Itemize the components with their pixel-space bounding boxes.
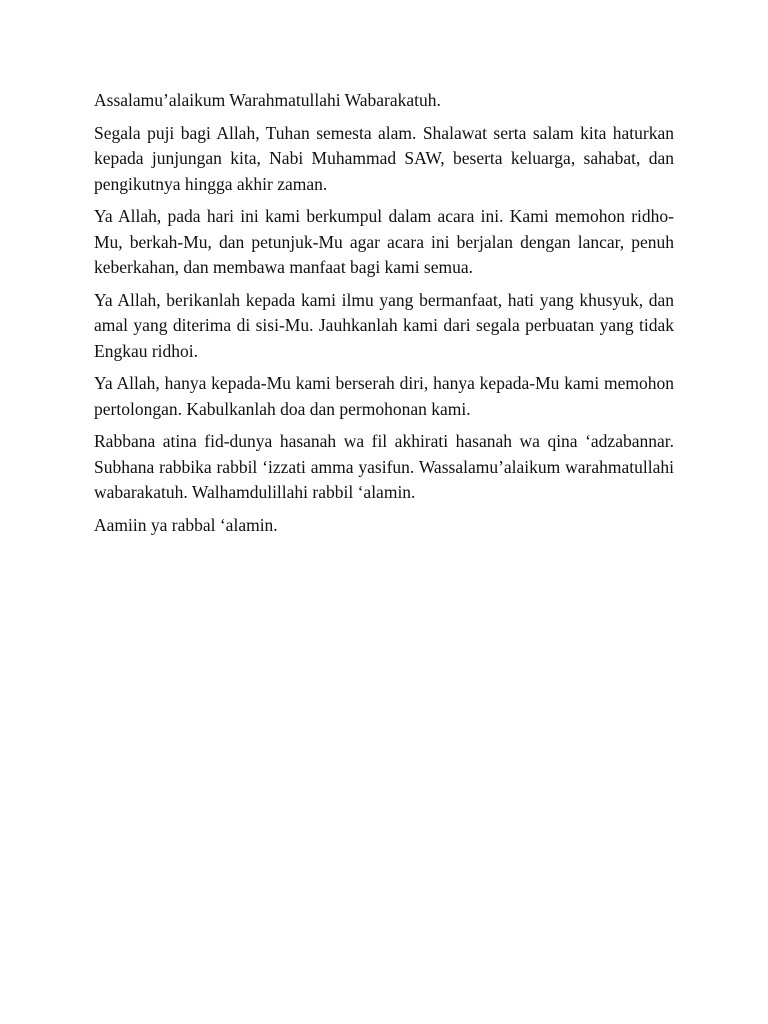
praise-paragraph: Segala puji bagi Allah, Tuhan semesta alam. Shalawat serta salam kita haturkan kepada junjungan kita, Nabi Muhammad SAW, beserta keluarga, sahabat, dan pengikutnya hingga akhir zaman. [94, 122, 674, 194]
gathering-prayer-paragraph: Ya Allah, pada hari ini kami berkumpul dalam acara ini. Kami memohon ridho-Mu, berkah-Mu, dan petunjuk-Mu agar acara ini berjalan dengan lancar, penuh keberkahan, dan membawa manfaat bagi kami semua. [94, 206, 674, 277]
greeting-paragraph: Assalamu’alaikum Warahmatullahi Wabarakatuh. [94, 90, 441, 110]
knowledge-prayer-paragraph: Ya Allah, berikanlah kepada kami ilmu yang bermanfaat, hati yang khusyuk, dan amal yang diterima di sisi-Mu. Jauhkanlah kami dari segala perbuatan yang tidak Engkau ridhoi. [94, 289, 674, 361]
surrender-prayer-paragraph: Ya Allah, hanya kepada-Mu kami berserah diri, hanya kepada-Mu kami memohon pertolongan. Kabulkanlah doa dan permohonan kami. [94, 373, 674, 419]
aamiin-paragraph: Aamiin ya rabbal ‘alamin. [94, 514, 278, 535]
closing-prayer-paragraph: Rabbana atina fid-dunya hasanah wa fil akhirati hasanah wa qina ‘adzabannar. Subhana rabbika rabbil ‘izzati amma yasifun. Wassalamu’alaikum warahmatullahi wabarakatuh. Walhamdulillahi rabbil ‘alamin. [94, 431, 674, 502]
